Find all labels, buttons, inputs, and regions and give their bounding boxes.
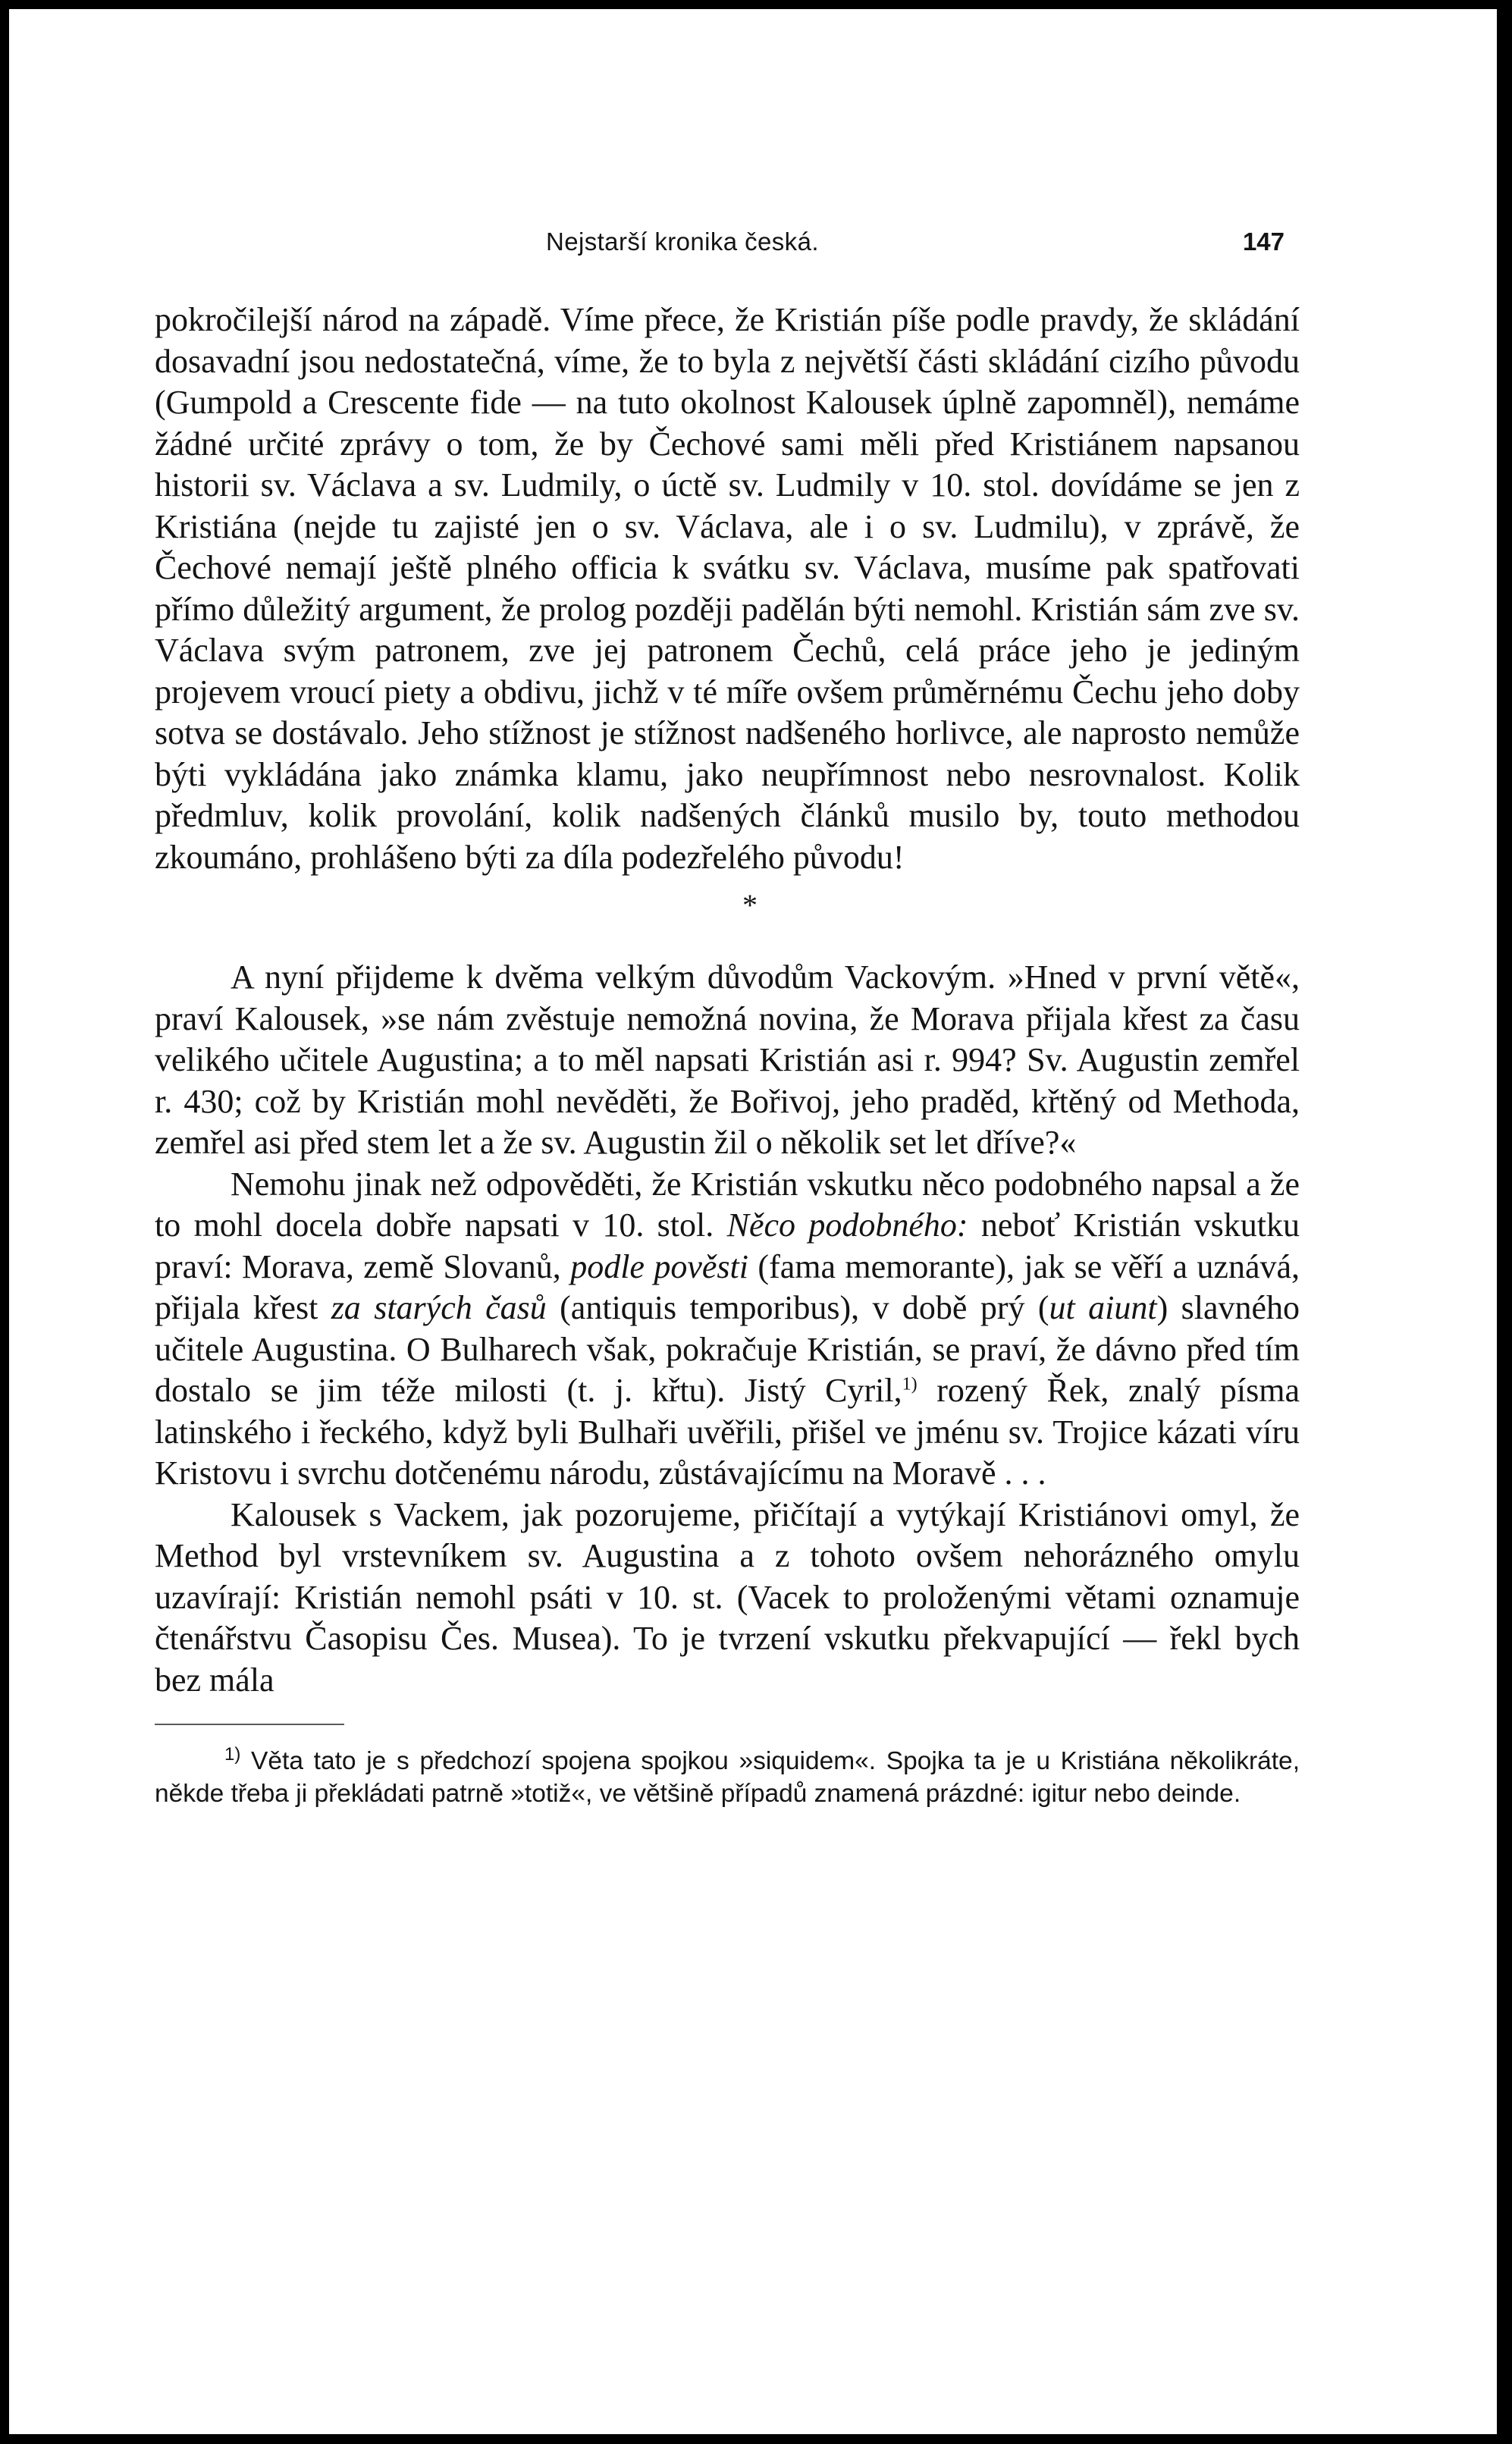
book-page: [9, 9, 1497, 2434]
paragraph-3: [155, 1164, 1300, 1495]
paragraph-3-emph-a: Něco podobného:: [726, 1206, 968, 1244]
paragraph-3-text-g: (antiquis temporibus), v době prý (: [560, 1289, 1049, 1326]
paragraph-3-text-e: (fama memorante), jak se věří a uznává, přijala křest: [155, 1247, 1300, 1326]
paragraph-4: [155, 1495, 1300, 1702]
paragraph-3-emph-h: ut aiunt: [1049, 1289, 1157, 1326]
footnote-1: [155, 1745, 1300, 1810]
paragraph-1-text: pokročilejší národ na západě. Víme přece, že Kristián píše podle pravdy, že skládání dosavadní jsou nedostatečná, víme, že to byla z největší části skládání cizího původu (Gumpold a Crescente fide — na tuto okolnost Kalousek úplně zapomněl), nemáme žádné určité zprávy o tom, že by Čechové sami měli před Kristiánem napsanou historii sv. Václava a sv. Ludmily, o úctě sv. Ludmily v 10. stol. dovídáme se jen z Kristiána (nejde tu zajisté jen o sv. Václava, ale i o sv. Ludmilu), v zprávě, že Čechové nemají ještě plného officia k svátku sv. Václava, musíme pak spatřovati přímo důležitý argument, že prolog později padělán býti nemohl. Kristián sám zve sv. Václava svým patronem, zve jej patronem Čechů, celá práce jeho je jediným projevem vroucí piety a obdivu, jichž v té míře ovšem průměrnému Čechu jeho doby sotva se dostávalo. Jeho stížnost je stížnost nadšeného horlivce, ale naprosto nemůže býti vykládána jako známka klamu, jako neupřímnost nebo nesrovnalost. Kolik předmluv, kolik provolání, kolik nadšených článků musilo by, touto methodou zkoumáno, prohlášeno býti za díla podezřelého původu!: [155, 301, 1300, 876]
asterisk-mark: *: [742, 888, 758, 922]
footnote-divider: [155, 1724, 344, 1725]
paragraph-1: [155, 300, 1300, 878]
running-head: Nejstarší kronika česká.: [546, 227, 819, 256]
page-header: [155, 217, 1300, 270]
footnote-text: Věta tato je s předchozí spojena spojkou »siquidem«. Spojka ta je u Kristiána několikráte, někde třeba ji překládati patrně »totiž«, ve většině případů znamená prázdné: igitur nebo deinde.: [155, 1747, 1300, 1808]
paragraph-2: [155, 957, 1300, 1164]
page-number: 147: [1242, 227, 1285, 256]
paragraph-3-emph-f: za starých časů: [331, 1289, 547, 1326]
footnote-marker: 1): [224, 1743, 241, 1765]
footnote-reference[interactable]: 1): [902, 1374, 918, 1395]
paragraph-3-text-c: neboť Kristián vskutku praví: Morava, země Slovanů,: [155, 1206, 1300, 1285]
paragraph-2-text: A nyní přijdeme k dvěma velkým důvodům Vackovým. »Hned v první větě«, praví Kalousek, »se nám zvěstuje nemožná novina, že Morava přijala křest za času velikého učitele Augustina; a to měl napsati Kristián asi r. 994? Sv. Augustin zemřel r. 430; což by Kristián mohl nevěděti, že Bořivoj, jeho praděd, křtěný od Methoda, zemřel asi před stem let a že sv. Augustin žil o několik set let dříve?«: [155, 958, 1300, 1161]
paragraph-3-text-i: ) slavného učitele Augustina. O Bulharech však, pokračuje Kristián, se praví, že dávno před tím dostalo se jim téže milosti (t. j. křtu). Jistý Cyril,: [155, 1289, 1300, 1409]
paragraph-3-text-a: Nemohu jinak než odpověděti, že Kristián vskutku něco podobného napsal a že to mohl docela dobře napsati v 10. stol.: [155, 1165, 1300, 1244]
paragraph-3-emph-d: podle pověsti: [570, 1247, 748, 1285]
section-divider: [155, 878, 1300, 931]
footnotes: [155, 1745, 1300, 1810]
paragraph-3-text-j: rozený Řek, znalý písma latinského i řeckého, když byli Bulhaři uvěřili, přišel ve jménu sv. Trojice kázati víru Kristovu i svrchu dotčenému národu, zůstávajícímu na Moravě . . .: [155, 1372, 1300, 1492]
paragraph-4-text: Kalousek s Vackem, jak pozorujeme, přičítají a vytýkají Kristiánovi omyl, že Method byl vrstevníkem sv. Augustina a z tohoto ovšem nehorázného omylu uzavírají: Kristián nemohl psáti v 10. st. (Vacek to proloženými větami oznamuje čtenářstvu Časopisu Čes. Musea). To je tvrzení vskutku překvapující — řekl bych bez mála: [155, 1495, 1300, 1699]
body-text: [155, 300, 1300, 1810]
